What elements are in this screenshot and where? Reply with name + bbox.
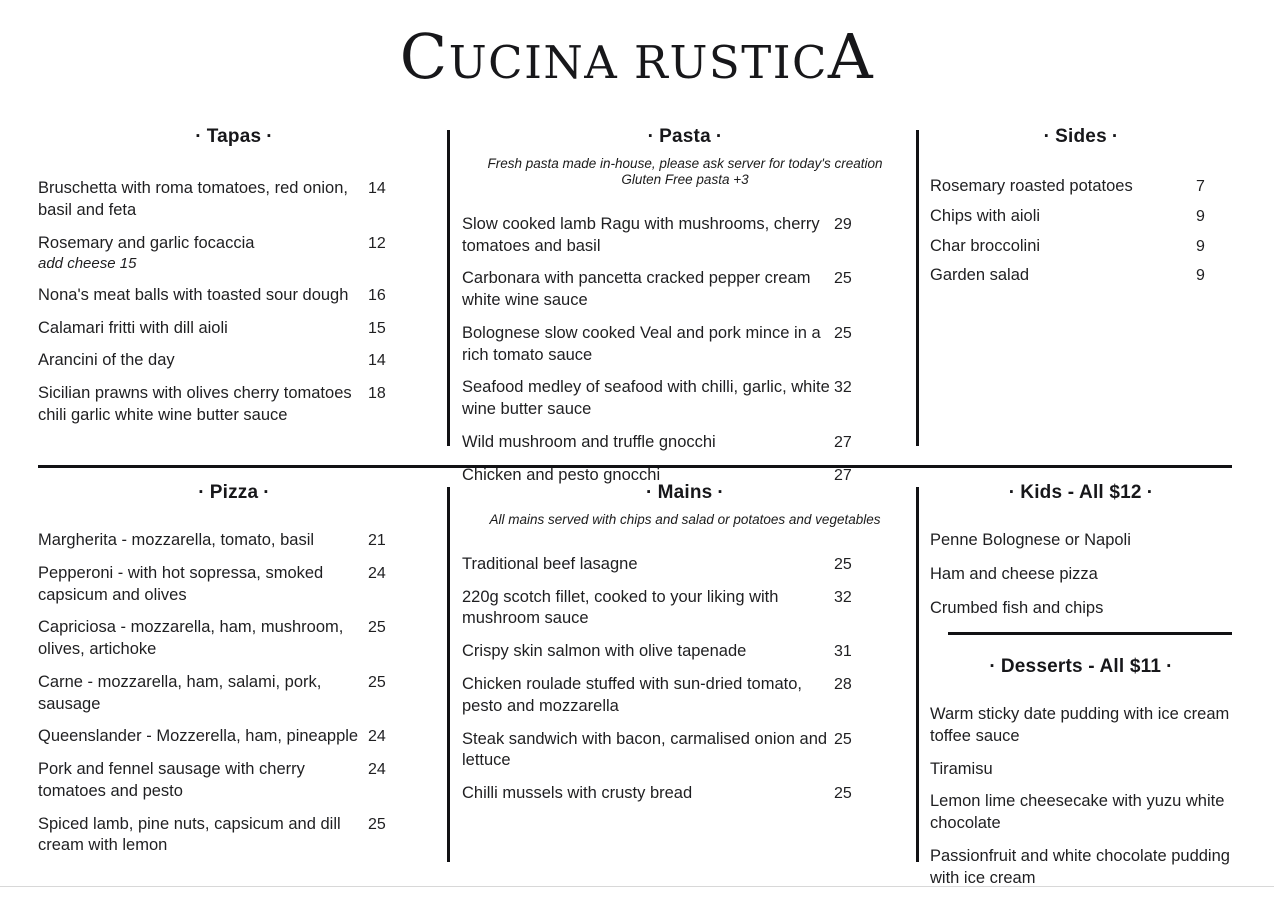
- item-name: Arancini of the day: [38, 351, 175, 370]
- bullet-right-icon: ·: [1111, 126, 1119, 147]
- item-name: 220g scotch fillet, cooked to your liking with mushroom sauce: [462, 587, 779, 628]
- section-heading-label: Mains: [657, 482, 713, 503]
- section-note-pasta: [462, 156, 908, 188]
- section-note-line: All mains served with chips and salad or potatoes and vegetables: [489, 512, 881, 527]
- section-note-line: Fresh pasta made in-house, please ask server for today's creation: [487, 156, 883, 171]
- menu-item: [462, 554, 908, 576]
- section-heading-kids: [930, 482, 1232, 504]
- menu-item: [38, 233, 430, 274]
- item-price: 25: [834, 785, 852, 803]
- menu-item: [38, 530, 430, 552]
- item-price: 25: [368, 815, 386, 833]
- section-sides: [930, 126, 1232, 295]
- item-price: 14: [368, 352, 386, 370]
- bullet-left-icon: ·: [1008, 482, 1016, 503]
- section-pasta: [462, 126, 908, 487]
- item-name: Queenslander - Mozzerella, ham, pineapple: [38, 727, 359, 746]
- menu-item: [38, 759, 430, 803]
- menu-item: [38, 285, 430, 307]
- item-price: 25: [368, 619, 386, 637]
- item-list-desserts: [930, 704, 1232, 889]
- item-price: 16: [368, 286, 386, 304]
- item-name: Rosemary and garlic focaccia: [38, 233, 255, 252]
- section-heading-pizza: [38, 482, 430, 504]
- section-note-line: Gluten Free pasta +3: [621, 171, 749, 187]
- menu-item: [462, 641, 908, 663]
- menu-item: [930, 791, 1232, 835]
- section-heading-pasta: [462, 126, 908, 148]
- item-name: Wild mushroom and truffle gnocchi: [462, 432, 716, 451]
- item-name: Chips with aioli: [930, 206, 1041, 225]
- section-heading-sides: [930, 126, 1232, 148]
- section-desserts: [930, 656, 1232, 900]
- item-name: Warm sticky date pudding with ice cream toffee sauce: [930, 705, 1230, 745]
- bullet-left-icon: ·: [198, 482, 205, 503]
- bullet-left-icon: ·: [989, 656, 996, 677]
- item-price: 9: [1196, 267, 1205, 285]
- item-price: 25: [834, 324, 852, 342]
- item-name: Nona's meat balls with toasted sour dough: [38, 285, 349, 304]
- menu-item: [38, 350, 430, 372]
- item-list-sides: [930, 176, 1232, 287]
- bullet-left-icon: ·: [646, 482, 653, 503]
- item-list-mains: [462, 554, 908, 805]
- menu-item: [462, 268, 908, 312]
- menu-item: [38, 672, 430, 716]
- item-name: Capriciosa - mozzarella, ham, mushroom, olives, artichoke: [38, 618, 344, 659]
- item-name: Spiced lamb, pine nuts, capsicum and dill cream with lemon: [38, 814, 341, 855]
- item-list-pasta: [462, 214, 908, 487]
- item-addon-note: add cheese 15: [38, 255, 137, 273]
- item-price: 25: [834, 270, 852, 288]
- item-price: 25: [834, 730, 852, 748]
- menu-item: [930, 564, 1232, 586]
- item-list-kids: [930, 530, 1232, 619]
- item-name: Passionfruit and white chocolate pudding with ice cream: [930, 846, 1230, 887]
- menu-item: [462, 377, 908, 421]
- menu-item: [930, 176, 1232, 198]
- item-name: Sicilian prawns with olives cherry tomatoes chili garlic white wine butter sauce: [38, 384, 352, 424]
- menu-header: [0, 20, 1274, 93]
- bullet-right-icon: ·: [1146, 482, 1154, 503]
- vertical-divider-top-left: [447, 130, 450, 446]
- title-final: A: [827, 20, 875, 93]
- menu-item: [462, 783, 908, 805]
- item-price: 21: [368, 532, 386, 549]
- item-name: Traditional beef lasagne: [462, 554, 638, 573]
- item-price: 32: [834, 588, 852, 606]
- item-price: 27: [834, 466, 852, 484]
- item-price: 7: [1196, 178, 1205, 195]
- item-price: 14: [368, 180, 386, 197]
- item-price: 18: [368, 385, 386, 403]
- menu-item: [930, 846, 1232, 890]
- menu-item: [462, 729, 908, 773]
- menu-item: [38, 617, 430, 661]
- item-price: 15: [368, 319, 386, 337]
- menu-item: [38, 318, 430, 340]
- section-heading-label: Desserts - All $11: [1000, 656, 1162, 677]
- item-name: Carbonara with pancetta cracked pepper cream white wine sauce: [462, 269, 811, 310]
- menu-item: [930, 236, 1232, 258]
- menu-item: [462, 214, 908, 258]
- section-heading-label: Sides: [1055, 126, 1107, 147]
- section-heading-label: Pizza: [209, 482, 259, 503]
- menu-item: [462, 674, 908, 718]
- menu-item: [38, 814, 430, 858]
- bullet-right-icon: ·: [266, 126, 273, 147]
- vertical-divider-bottom-left: [447, 487, 450, 862]
- title-initial: C: [399, 20, 449, 93]
- section-heading-mains: [462, 482, 908, 504]
- menu-item: [462, 432, 908, 454]
- page-title: [399, 20, 875, 93]
- item-name: Rosemary roasted potatoes: [930, 177, 1133, 195]
- item-name: Steak sandwich with bacon, carmalised onion and lettuce: [462, 729, 828, 770]
- item-price: 27: [834, 433, 852, 451]
- item-name: Garden salad: [930, 266, 1030, 285]
- section-note-mains: [462, 512, 908, 528]
- item-name: Crumbed fish and chips: [930, 598, 1104, 617]
- vertical-divider-top-right: [916, 130, 919, 446]
- bullet-left-icon: ·: [195, 126, 202, 147]
- item-list-pizza: [38, 530, 430, 857]
- item-name: Calamari fritti with dill aioli: [38, 318, 228, 337]
- item-name: Pepperoni - with hot sopressa, smoked capsicum and olives: [38, 563, 324, 604]
- menu-item: [930, 530, 1232, 552]
- section-kids: [930, 482, 1232, 631]
- item-price: 9: [1196, 237, 1205, 255]
- item-name: Seafood medley of seafood with chilli, garlic, white wine butter sauce: [462, 378, 830, 419]
- item-price: 32: [834, 379, 852, 397]
- item-price: 24: [368, 564, 386, 582]
- item-name: Slow cooked lamb Ragu with mushrooms, cherry tomatoes and basil: [462, 214, 820, 255]
- menu-item: [930, 265, 1232, 287]
- bullet-right-icon: ·: [717, 482, 724, 503]
- horizontal-divider-kids-desserts: [948, 632, 1232, 635]
- item-name: Char broccolini: [930, 236, 1041, 255]
- menu-item: [462, 587, 908, 631]
- item-name: Carne - mozzarella, ham, salami, pork, sausage: [38, 672, 322, 713]
- bullet-left-icon: ·: [647, 126, 655, 147]
- item-name: Tiramisu: [930, 759, 993, 778]
- item-name: Bolognese slow cooked Veal and pork mince in a rich tomato sauce: [462, 323, 821, 364]
- item-name: Lemon lime cheesecake with yuzu white chocolate: [930, 792, 1225, 833]
- menu-item: [462, 323, 908, 367]
- item-price: 12: [368, 234, 386, 252]
- item-price: 31: [834, 643, 852, 661]
- section-pizza: [38, 482, 430, 857]
- section-mains: [462, 482, 908, 805]
- item-name: Ham and cheese pizza: [930, 564, 1098, 583]
- menu-item: [38, 726, 430, 748]
- menu-item: [38, 383, 430, 427]
- section-tapas: [38, 126, 430, 427]
- item-price: 29: [834, 215, 852, 233]
- menu-item: [38, 178, 430, 222]
- item-name: Penne Bolognese or Napoli: [930, 531, 1131, 549]
- item-name: Chicken and pesto gnocchi: [462, 465, 661, 484]
- menu-item: [930, 598, 1232, 620]
- item-name: Chilli mussels with crusty bread: [462, 784, 693, 803]
- item-name: Crispy skin salmon with olive tapenade: [462, 642, 747, 661]
- title-smallcaps: UCINA RUSTIC: [448, 36, 828, 89]
- bullet-right-icon: ·: [1166, 656, 1173, 677]
- bullet-right-icon: ·: [715, 126, 723, 147]
- item-price: 25: [834, 555, 852, 573]
- item-price: 9: [1196, 207, 1205, 225]
- section-heading-label: Pasta: [659, 126, 711, 147]
- section-heading-tapas: [38, 126, 430, 148]
- menu-item: [930, 759, 1232, 781]
- menu-item: [930, 704, 1232, 748]
- menu-item: [38, 563, 430, 607]
- item-list-tapas: [38, 178, 430, 427]
- item-name: Bruschetta with roma tomatoes, red onion, basil and feta: [38, 179, 348, 219]
- bullet-right-icon: ·: [263, 482, 270, 503]
- item-price: 24: [368, 761, 386, 779]
- item-price: 28: [834, 675, 852, 693]
- item-price: 24: [368, 728, 386, 746]
- item-name: Pork and fennel sausage with cherry tomatoes and pesto: [38, 760, 305, 800]
- item-price: 25: [368, 673, 386, 691]
- section-heading-label: Tapas: [206, 126, 262, 147]
- item-name: Margherita - mozzarella, tomato, basil: [38, 531, 315, 549]
- item-name: Chicken roulade stuffed with sun-dried tomato, pesto and mozzarella: [462, 674, 802, 715]
- section-heading-desserts: [930, 656, 1232, 678]
- menu-item: [930, 206, 1232, 228]
- section-heading-label: Kids - All $12: [1020, 482, 1142, 503]
- vertical-divider-bottom-right: [916, 487, 919, 862]
- bullet-left-icon: ·: [1043, 126, 1051, 147]
